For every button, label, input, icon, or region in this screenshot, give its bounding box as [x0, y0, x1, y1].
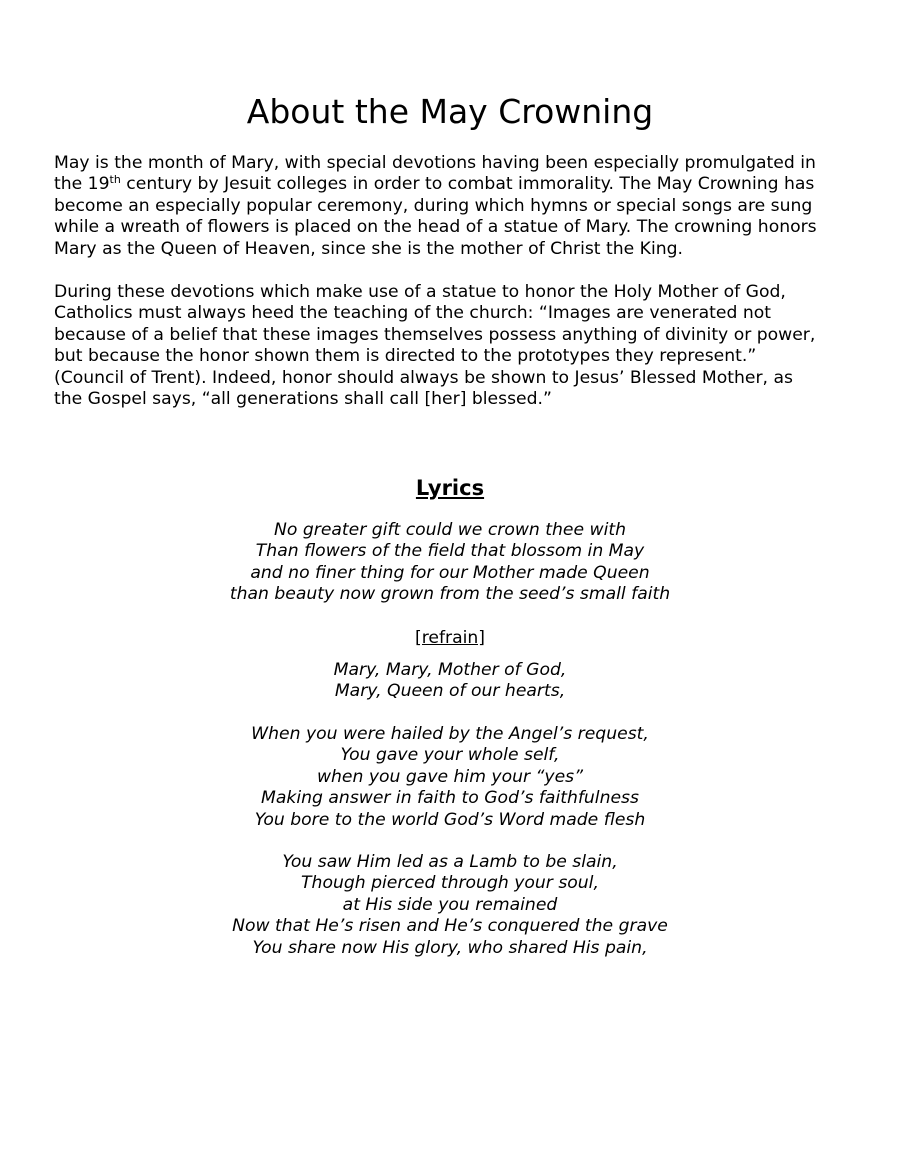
- lyric-line: than beauty now grown from the seed’s small faith: [229, 584, 671, 605]
- lyric-line: You saw Him led as a Lamb to be slain,: [282, 852, 618, 872]
- lyric-line: You gave your whole self,: [340, 745, 560, 766]
- paragraph-line: the Gospel says, “all generations shall call [her] blessed.”: [54, 389, 552, 410]
- lyric-line: When you were hailed by the Angel’s request,: [251, 724, 649, 744]
- paragraph-line: Catholics must always heed the teaching of the church: “Images are venerated not: [54, 303, 771, 324]
- lyric-line: Making answer in faith to God’s faithfulness: [261, 788, 639, 809]
- paragraph-line: because of a belief that these images themselves possess anything of divinity or power,: [54, 324, 816, 345]
- paragraph-line: become an especially popular ceremony, during which hymns or special songs are sung: [54, 195, 813, 216]
- intro-paragraph: [54, 153, 854, 260]
- paragraph-line: [54, 174, 854, 195]
- lyric-line: and no finer thing for our Mother made Queen: [250, 562, 650, 583]
- lyric-line: Now that He’s risen and He’s conquered the grave: [232, 916, 668, 937]
- paragraph-text: the 19: [54, 174, 110, 195]
- lyric-line: You share now His glory, who shared His pain,: [252, 937, 648, 958]
- lyric-line: Than flowers of the field that blossom in May: [255, 541, 645, 562]
- page-title: About the May Crowning: [246, 92, 654, 131]
- paragraph-line: but because the honor shown them is directed to the prototypes they represent.”: [54, 346, 757, 367]
- lyric-line: Mary, Queen of our hearts,: [334, 681, 566, 702]
- lyric-line: You bore to the world God’s Word made flesh: [254, 809, 646, 830]
- paragraph-line: while a wreath of flowers is placed on the head of a statue of Mary. The crowning honors: [54, 217, 817, 238]
- paragraph-line: (Council of Trent). Indeed, honor should always be shown to Jesus’ Blessed Mother, as: [54, 367, 793, 388]
- paragraph-line: Mary as the Queen of Heaven, since she is the mother of Christ the King.: [54, 238, 683, 259]
- refrain-label: [refrain]: [415, 628, 485, 648]
- paragraph-line: During these devotions which make use of a statue to honor the Holy Mother of God,: [54, 282, 786, 302]
- lyrics-refrain: [0, 660, 900, 703]
- lyrics-verse-3: [0, 852, 900, 959]
- ordinal-suffix: th: [109, 173, 121, 187]
- lyrics-verse-1: [0, 520, 900, 606]
- paragraph-line: May is the month of Mary, with special devotions having been especially promulgated in: [54, 153, 816, 173]
- lyric-line: Though pierced through your soul,: [301, 873, 599, 894]
- lyrics-verse-2: [0, 724, 900, 831]
- devotions-paragraph: [54, 282, 854, 410]
- lyric-line: when you gave him your “yes”: [316, 766, 584, 787]
- lyric-line: Mary, Mary, Mother of God,: [333, 660, 567, 680]
- lyric-line: at His side you remained: [342, 894, 558, 915]
- lyric-line: No greater gift could we crown thee with: [274, 520, 626, 540]
- lyrics-heading: Lyrics: [415, 476, 485, 500]
- paragraph-text: century by Jesuit colleges in order to combat immorality. The May Crowning has: [120, 174, 815, 195]
